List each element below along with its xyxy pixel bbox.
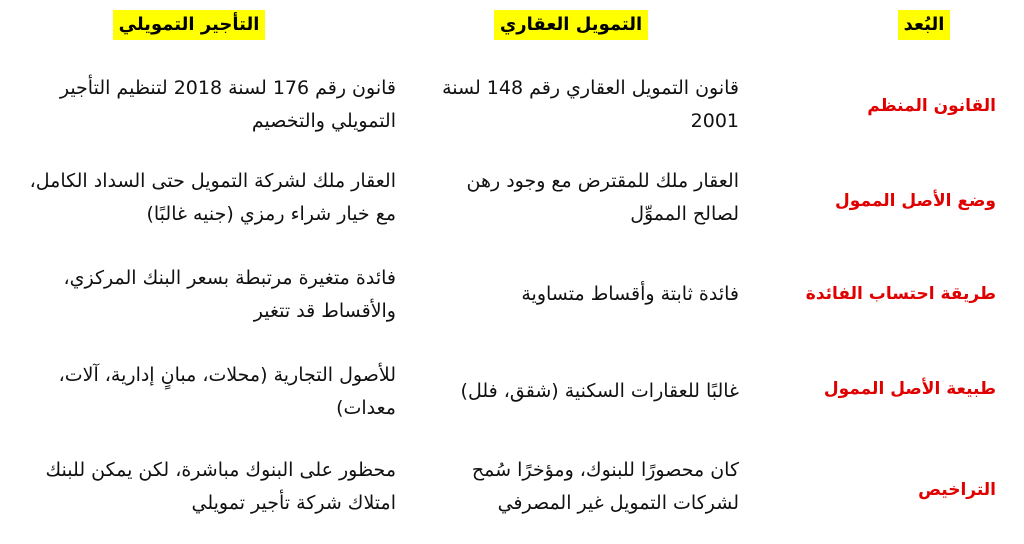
- leasing-cell: قانون رقم 176 لسنة 2018 لتنظيم التأجير التمويلي والتخصيم: [59, 77, 396, 132]
- dimension-label: التراخيص: [918, 480, 996, 500]
- dimension-label: طريقة احتساب الفائدة: [805, 284, 996, 304]
- leasing-cell: محظور على البنوك مباشرة، لكن يمكن للبنك امتلاك شركة تأجير تمويلي: [45, 459, 396, 514]
- table-header: [0, 10, 1024, 50]
- header-leasing-cell: [44, 10, 334, 40]
- mortgage-cell: غالبًا للعقارات السكنية (شقق، فلل): [460, 380, 739, 402]
- leasing-cell: للأصول التجارية (محلات، مبانٍ إدارية، آلات، معدات): [58, 364, 396, 419]
- leasing-cell: العقار ملك لشركة التمويل حتى السداد الكامل، مع خيار شراء رمزي (جنيه غالبًا): [29, 170, 396, 225]
- mortgage-cell: العقار ملك للمقترض مع وجود رهن لصالح المموِّل: [466, 170, 739, 225]
- dimension-label: القانون المنظم: [867, 96, 996, 116]
- header-leasing: التأجير التمويلي: [113, 10, 266, 40]
- mortgage-cell: قانون التمويل العقاري رقم 148 لسنة 2001: [442, 77, 739, 132]
- header-mortgage: التمويل العقاري: [494, 10, 648, 40]
- header-mortgage-cell: [436, 10, 706, 40]
- header-dimension: البُعد: [898, 10, 951, 40]
- leasing-cell: فائدة متغيرة مرتبطة بسعر البنك المركزي، والأقساط قد تتغير: [63, 267, 396, 322]
- mortgage-cell: فائدة ثابتة وأقساط متساوية: [521, 283, 739, 305]
- dimension-label: طبيعة الأصل الممول: [823, 379, 996, 399]
- dimension-label: وضع الأصل الممول: [835, 191, 996, 211]
- mortgage-cell: كان محصورًا للبنوك، ومؤخرًا سُمح لشركات التمويل غير المصرفي: [471, 459, 739, 514]
- header-dimension-cell: [854, 10, 994, 40]
